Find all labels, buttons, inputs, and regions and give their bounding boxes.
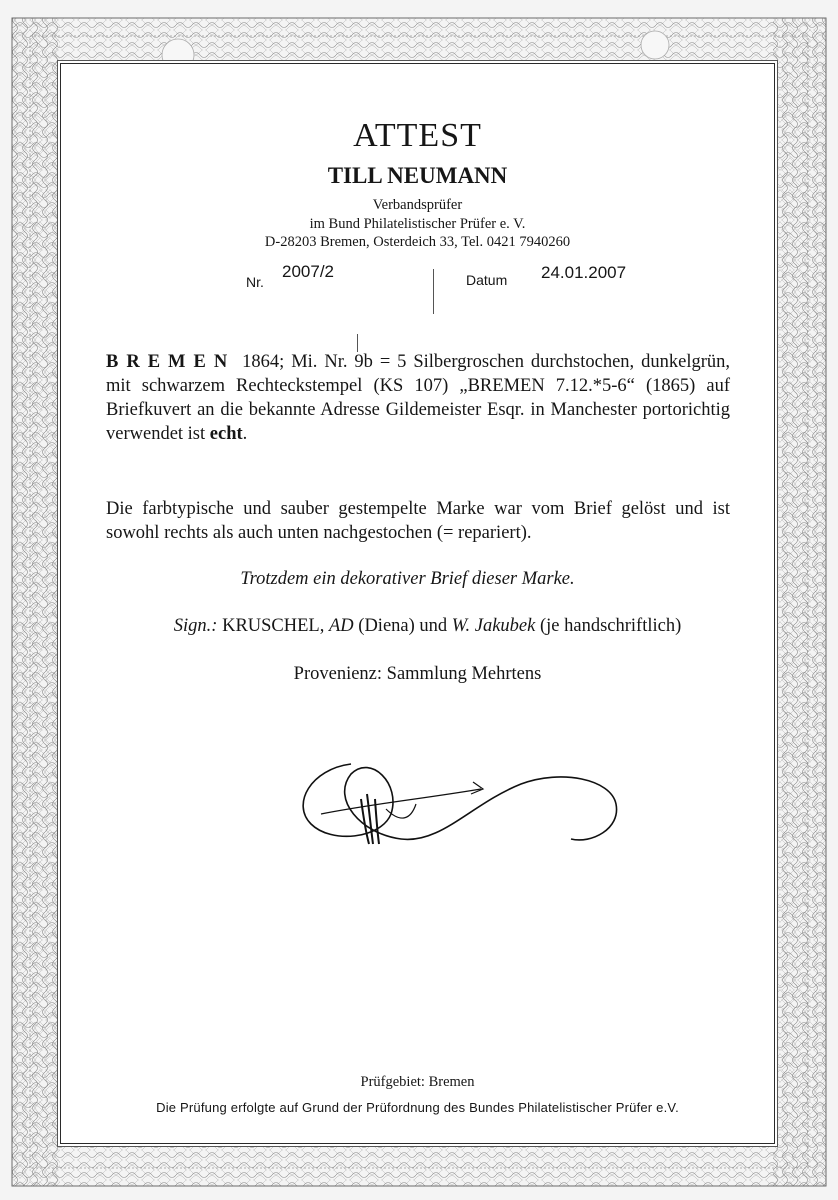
sign-ad: AD [328, 616, 354, 636]
scan-mark [433, 269, 434, 314]
certificate-title: ATTEST [353, 117, 482, 154]
condition-paragraph: Die farbtypische und sauber gestempelte Marke war vom Brief gelöst und ist sowohl rechts als auch unten nachgestochen (= repariert). [106, 499, 730, 543]
sign-text-2: (Diena) und [353, 616, 452, 636]
certificate-panel [60, 63, 775, 1144]
scope: Prüfgebiet: Bremen [360, 1074, 475, 1090]
remark: Trotzdem ein dekorativer Brief dieser Marke. [240, 569, 575, 589]
handwritten-signature [291, 744, 631, 864]
sign-end: (je handschriftlich) [535, 616, 682, 636]
description-text: 1864; Mi. Nr. 9b = 5 Silbergroschen durchstochen, dunkelgrün, mit schwarzem Rechteckstempel (KS 107) „BREMEN 7.12.*5-6“ (1865) auf Briefkuvert an die bekannte Adresse Gildemeister Esqr. in Manchester portorichtig verwendet ist [106, 352, 730, 444]
sign-wj: W. Jakubek [451, 616, 536, 636]
sign-label: Sign.: [173, 616, 218, 636]
provenance: Provenienz: Sammlung Mehrtens [293, 664, 542, 684]
verdict: echt [209, 424, 243, 444]
examiner-role: Verbandsprüfer [372, 197, 463, 213]
stamp-origin: BREMEN [106, 352, 236, 372]
sign-text: KRUSCHEL, [217, 616, 329, 636]
examiner-name: TILL NEUMANN [327, 163, 508, 188]
description-paragraph [106, 350, 730, 446]
description-end: . [242, 424, 248, 444]
nr-value: 2007/2 [282, 262, 334, 281]
examiner-address: D-28203 Bremen, Osterdeich 33, Tel. 0421 7940260 [264, 234, 571, 250]
datum-value: 24.01.2007 [541, 263, 627, 282]
datum-label: Datum [466, 272, 508, 288]
statement: Die Prüfung erfolgte auf Grund der Prüfordnung des Bundes Philatelistischer Prüfer e.V. [156, 1100, 679, 1115]
nr-label: Nr. [246, 274, 264, 290]
examiner-association: im Bund Philatelistischer Prüfer e. V. [309, 216, 526, 232]
signatures-line [71, 616, 784, 637]
